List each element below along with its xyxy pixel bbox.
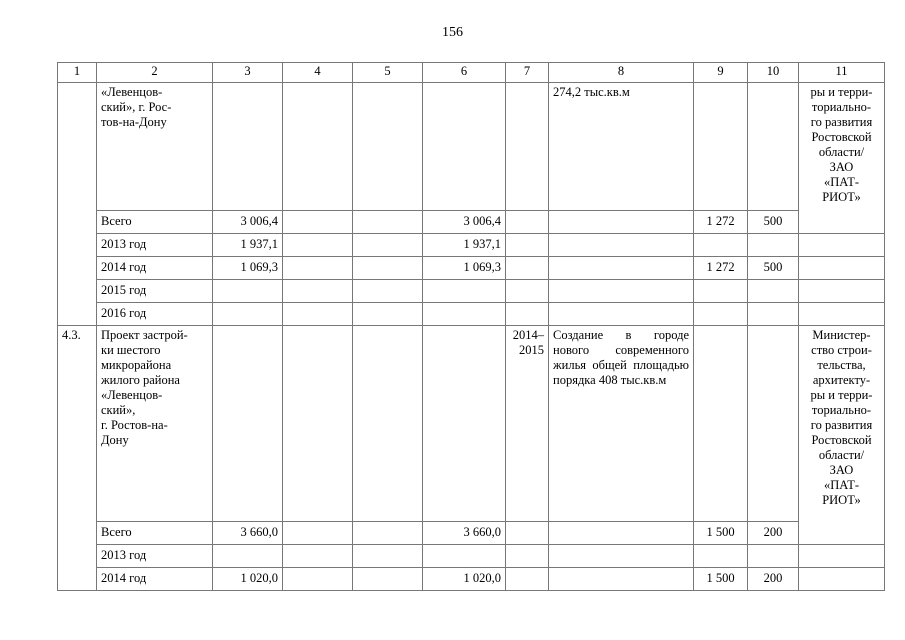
cell-total: 3 006,4: [213, 211, 283, 234]
col-header: 11: [799, 63, 885, 83]
col-header: 8: [549, 63, 694, 83]
cell-c9: 1 272: [694, 211, 748, 234]
col-header: 2: [97, 63, 213, 83]
cell-c10: [748, 303, 799, 326]
cell-total: [213, 303, 283, 326]
cell-c9: [694, 303, 748, 326]
cell-funds: [423, 303, 506, 326]
row-label: 2013 год: [97, 545, 213, 568]
item-number: 4.3.: [58, 326, 97, 591]
col-header: 4: [283, 63, 353, 83]
cell-funds: [423, 280, 506, 303]
table-row: [58, 280, 885, 303]
table-row: [58, 568, 885, 591]
col-header: 5: [353, 63, 423, 83]
row-label: 2015 год: [97, 280, 213, 303]
cell-c9: [694, 280, 748, 303]
project-executor: Министер- ство строи- тельства, архитекту- ры и терри- ториально- го развития Ростовской области/ ЗАО «ПАТ- РИОТ»: [799, 326, 885, 545]
cell-c10: 200: [748, 522, 799, 545]
cell-c9: [694, 234, 748, 257]
cell-funds: 3 660,0: [423, 522, 506, 545]
cell-funds: [423, 545, 506, 568]
cell-total: 3 660,0: [213, 522, 283, 545]
page-number: 156: [442, 25, 463, 40]
table-row: [58, 83, 885, 211]
cell-c10: 200: [748, 568, 799, 591]
project-executor: ры и терри- ториально- го развития Ростовской области/ ЗАО «ПАТ- РИОТ»: [799, 83, 885, 234]
table-row: [58, 257, 885, 280]
col-header: 1: [58, 63, 97, 83]
row-label: 2016 год: [97, 303, 213, 326]
table-row: [58, 545, 885, 568]
program-table: [57, 62, 885, 591]
cell-funds: 1 020,0: [423, 568, 506, 591]
col-header: 9: [694, 63, 748, 83]
row-label: 2014 год: [97, 568, 213, 591]
cell-funds: 3 006,4: [423, 211, 506, 234]
table-row: [58, 522, 885, 545]
cell-c10: [748, 545, 799, 568]
cell-c10: [748, 280, 799, 303]
cell-total: [213, 280, 283, 303]
cell-total: [213, 545, 283, 568]
col-header: 7: [506, 63, 549, 83]
table-row: [58, 211, 885, 234]
cell-total: 1 937,1: [213, 234, 283, 257]
cell-total: 1 069,3: [213, 257, 283, 280]
project-period: 2014– 2015: [506, 326, 549, 522]
cell-c10: [748, 234, 799, 257]
project-name: «Левенцов- ский», г. Рос- тов-на-Дону: [97, 83, 213, 211]
row-label: Всего: [97, 522, 213, 545]
cell-c9: [694, 545, 748, 568]
col-header: 10: [748, 63, 799, 83]
project-result: Создание в городе нового современного жилья общей площадью порядка 408 тыс.кв.м: [549, 326, 694, 522]
header-row: [58, 63, 885, 83]
col-header: 3: [213, 63, 283, 83]
table-row: [58, 234, 885, 257]
cell-c9: 1 500: [694, 568, 748, 591]
cell-c9: 1 500: [694, 522, 748, 545]
row-label: 2014 год: [97, 257, 213, 280]
cell-total: 1 020,0: [213, 568, 283, 591]
row-label: Всего: [97, 211, 213, 234]
cell-c10: 500: [748, 257, 799, 280]
cell-funds: 1 937,1: [423, 234, 506, 257]
col-header: 6: [423, 63, 506, 83]
project-name: Проект застрой- ки шестого микрорайона жилого района «Левенцов- ский», г. Ростов-на- Дону: [97, 326, 213, 522]
project-result: 274,2 тыс.кв.м: [549, 83, 694, 211]
cell-c9: 1 272: [694, 257, 748, 280]
cell-c10: 500: [748, 211, 799, 234]
table-row: [58, 303, 885, 326]
table-row: [58, 326, 885, 522]
cell-funds: 1 069,3: [423, 257, 506, 280]
number-cell: [58, 83, 97, 326]
row-label: 2013 год: [97, 234, 213, 257]
